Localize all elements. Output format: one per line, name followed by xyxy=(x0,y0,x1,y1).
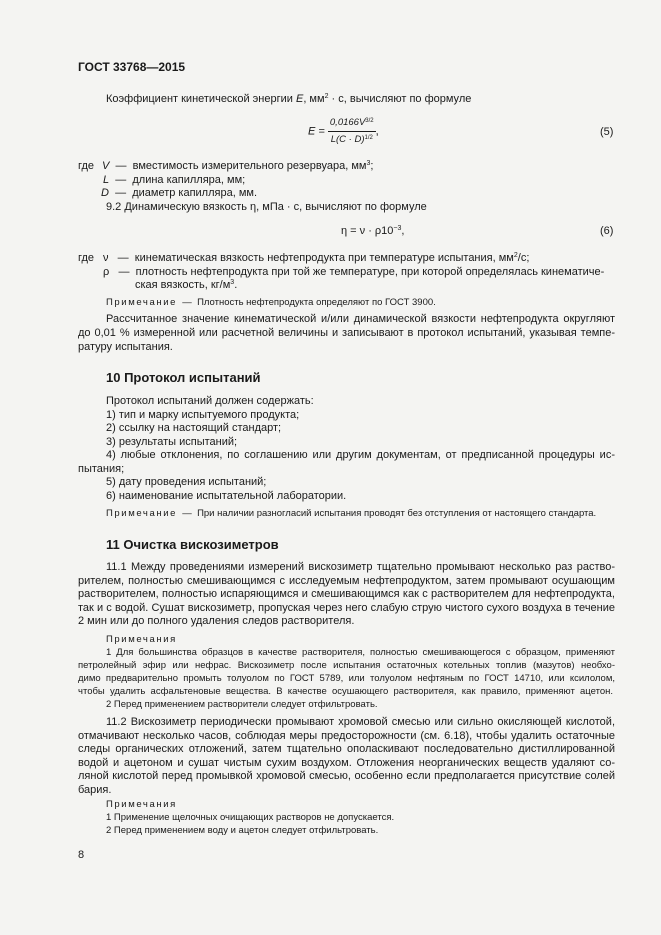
note-line: 1 Для большинства образцов в качестве растворителя, полностью смешивающегося с образцом, применяют xyxy=(106,647,615,658)
note-line: 2 Перед применением растворители следует отфильтровать. xyxy=(106,699,378,710)
where-label-2: где xyxy=(78,252,95,264)
note-density: Примечание — Плотность нефтепродукта определяют по ГОСТ 3900. xyxy=(106,297,436,308)
notes-1-title: Примечания xyxy=(106,634,177,645)
list-item: 2) ссылку на настоящий стандарт; xyxy=(106,422,282,434)
para-11-2-line: отмачивают несколько часов, соблюдая меры предосторожности (см. 6.18), чтобы удалить остаточные xyxy=(78,730,615,742)
para-11-2-line: 11.2 Вискозиметр периодически промывают хромовой смесью или сильно окисляющей кислотой, xyxy=(106,716,615,728)
list-item: 4) любые отклонения, по соглашению или другим документам, от предписанной процедуры ис- xyxy=(106,449,615,461)
rounding-line-2: до 0,01 % измеренной или расчетной величины и записывают в протокол испытаний, указывая темпе- xyxy=(78,327,615,339)
list-item: 5) дату проведения испытаний; xyxy=(106,476,267,488)
note-line: 2 Перед применением воду и ацетон следует отфильтровать. xyxy=(106,825,379,836)
para-11-1-line: 11.1 Между проведениями измерений вискозиметр тщательно промывают несколько раз раство- xyxy=(106,561,615,573)
kinetic-intro: Коэффициент кинетической энергии E, $мм^2 \cdot с$, вычисляют по формуле xyxy=(106,93,472,105)
var-rho-def: ρ — плотность нефтепродукта при той же температуре, при которой определялась кинематиче- xyxy=(103,266,605,278)
var-nu-def: ν — кинематическая вязкость нефтепродукта при температуре испытания, $мм^2/с$; xyxy=(103,252,530,264)
note-line: чтобы удалить асфальтеновые вещества. В качестве осушающего растворителя, как правило, применяют ацетон. xyxy=(78,686,613,697)
formula-5: E = $\frac{0,0166V^{3/2}}{L(C \cdot D)^{1/2}}$ , xyxy=(308,117,379,145)
var-rho-def-cont: ская вязкость, $кг/м^3$. xyxy=(135,279,238,291)
section-11-title: 11 Очистка вискозиметров xyxy=(106,537,279,552)
list-item: 3) результаты испытаний; xyxy=(106,436,238,448)
para-11-1-line: растворителем, полностью испаряющимся и смешивающимся как с растворителем для нефтепродукта, xyxy=(78,588,615,600)
formula-6-number: (6) xyxy=(600,225,614,237)
formula-5-fraction: $\frac{0,0166V^{3/2}}{L(C \cdot D)^{1/2}}$ xyxy=(329,117,374,145)
para-11-1-line: так и с водой. Сушат вискозиметр, пропуская через него слабую струю чистого сухого воздуха в течение xyxy=(78,602,615,614)
para-11-1-line: 2 мин или до полного удаления следов растворителя. xyxy=(78,615,355,627)
para-11-2-line: ляной кислотой перед промывкой хромовой смесью, особенно если предполагается присутствие солей xyxy=(78,770,615,782)
where-label: где xyxy=(78,160,95,172)
page-number: 8 xyxy=(78,849,85,861)
para-11-2-line: следы органических отложений, затем тщательно ополаскивают последовательно дистиллированной xyxy=(78,743,615,755)
rounding-line-3: ратуру испытания. xyxy=(78,341,173,353)
note-protocol: Примечание — При наличии разногласий испытания проводят без отступления от настоящего стандарта. xyxy=(106,508,597,519)
list-item: 1) тип и марку испытуемого продукта; xyxy=(106,409,300,421)
para-11-2-line: водой и ацетоном и сушат чистым сухим воздухом. Отложения неорганических веществ удаляют со- xyxy=(78,757,615,769)
rounding-line-1: Рассчитанное значение кинематической и/или динамической вязкости нефтепродукта округляют xyxy=(106,313,615,325)
var-d-def: D — диаметр капилляра, мм. xyxy=(101,187,258,199)
section-10-title: 10 Протокол испытаний xyxy=(106,370,261,385)
note-line: петролейный эфир или нефрас. Вискозиметр после испытания остаточных котельных топлив (мазутов) необхо- xyxy=(78,660,615,671)
document-header: ГОСТ 33768—2015 xyxy=(78,60,186,74)
var-l-def: L — длина капилляра, мм; xyxy=(103,174,246,186)
list-item: 6) наименование испытательной лаборатории. xyxy=(106,490,347,502)
note-line: димо предварительно промыть толуолом по ГОСТ 5789, или толуолом нефтяным по ГОСТ 14710, или ксилолом, xyxy=(78,673,615,684)
note-line: 1 Применение щелочных очищающих растворов не допускается. xyxy=(106,812,395,823)
section-10-intro: Протокол испытаний должен содержать: xyxy=(106,395,314,407)
list-item-cont: пытания; xyxy=(78,463,125,475)
notes-2-title: Примечания xyxy=(106,799,177,810)
var-v-def: V — вместимость измерительного резервуара, $мм^3$; xyxy=(102,160,374,172)
dynamic-intro: 9.2 Динамическую вязкость η, мПа · с, вычисляют по формуле xyxy=(106,201,427,213)
para-11-1-line: рителем, полностью смешивающимся с исследуемым нефтепродуктом, затем промывают осушающим xyxy=(78,575,615,587)
formula-5-number: (5) xyxy=(600,126,614,138)
formula-6: $\eta = \nu \cdot \rho 10^{-3}$, xyxy=(341,225,405,237)
para-11-2-line: бария. xyxy=(78,784,112,796)
